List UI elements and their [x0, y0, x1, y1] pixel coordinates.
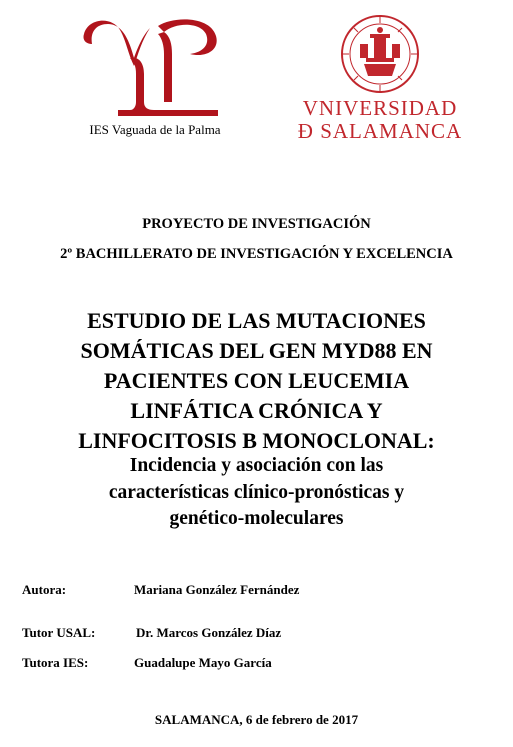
university-name-line1: VNIVERSIDAD: [302, 96, 458, 120]
university-seal-icon: [340, 14, 420, 94]
document-subtitle: [20, 453, 493, 533]
document-title: [20, 306, 493, 456]
tutor-ies-value: Guadalupe Mayo García: [134, 655, 272, 670]
tutor-usal-label: Tutor USAL:: [22, 625, 96, 640]
place-date: SALAMANCA, 6 de febrero de 2017: [154, 712, 359, 727]
school-name: IES Vaguada de la Palma: [89, 122, 221, 137]
school-logo: [78, 14, 226, 118]
university-seal: [340, 14, 420, 94]
yp-monogram-logo-icon: [78, 14, 226, 118]
project-program: 2º BACHILLERATO DE INVESTIGACIÓN Y EXCELENCIA: [60, 246, 453, 262]
university-name-line2: Ð SALAMANCA: [297, 119, 463, 143]
title-line: LINFÁTICA CRÓNICA Y: [130, 398, 383, 423]
subtitle-line: Incidencia y asociación con las: [129, 455, 384, 476]
subtitle-line: genético-moleculares: [169, 508, 344, 529]
author-value: Mariana González Fernández: [134, 582, 300, 597]
subtitle-line: características clínico-pronósticas y: [108, 481, 405, 503]
title-line: PACIENTES CON LEUCEMIA: [103, 368, 410, 393]
title-line: SOMÁTICAS DEL GEN MYD88 EN: [80, 338, 433, 363]
title-line: LINFOCITOSIS B MONOCLONAL:: [78, 428, 435, 453]
title-line: ESTUDIO DE LAS MUTACIONES: [87, 308, 426, 333]
author-label: Autora:: [22, 582, 67, 597]
tutor-usal-value: Dr. Marcos González Díaz: [136, 625, 282, 640]
project-type: PROYECTO DE INVESTIGACIÓN: [142, 216, 371, 232]
tutor-ies-label: Tutora IES:: [22, 655, 89, 670]
